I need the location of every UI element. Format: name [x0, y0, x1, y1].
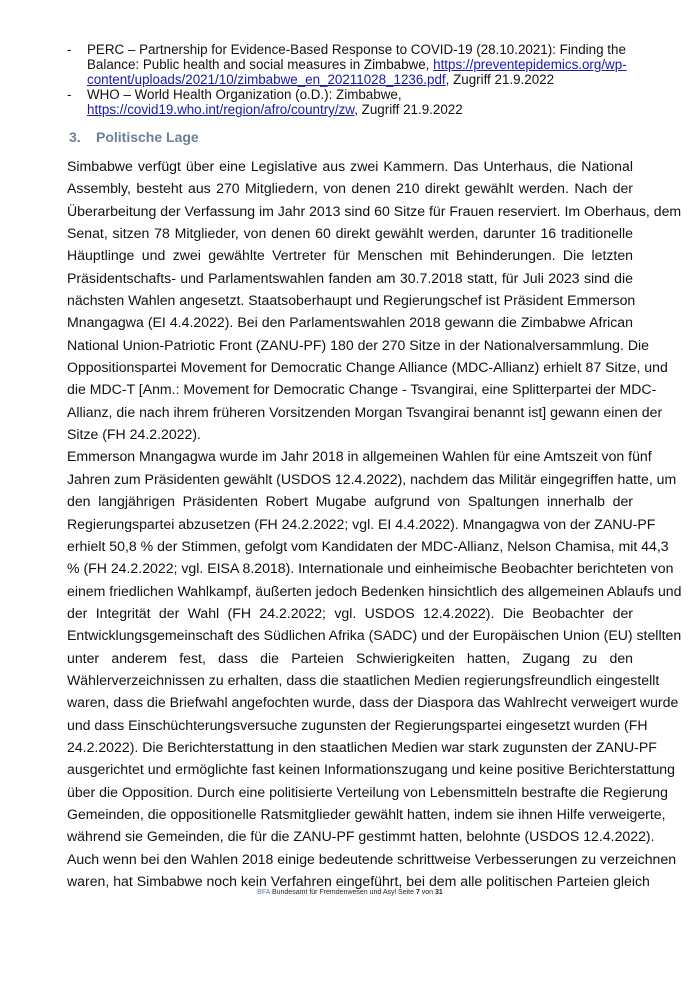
- section-heading: [69, 129, 199, 145]
- text-line: während sie Gemeinden, die für die ZANU-PF gestimmt hatten, belohnte (USDOS 12.4.2022).: [67, 828, 655, 845]
- text-line: der Integrität der Wahl (FH 24.2.2022; vgl. USDOS 12.4.2022). Die Beobachter der: [67, 604, 633, 621]
- paragraph: [67, 445, 682, 892]
- reference-link[interactable]: https://covid19.who.int/region/afro/country/zw: [87, 102, 355, 117]
- text-line: Wählerverzeichnissen zu erhalten, dass die staatlichen Medien regierungsfreundlich eingestellt: [67, 671, 660, 688]
- text-line: Sitze (FH 24.2.2022).: [67, 426, 201, 443]
- text-line: 24.2.2022). Die Berichterstattung in den staatlichen Medien war stark zugunsten der ZANU-PF: [67, 738, 657, 755]
- text-line: Jahren zum Präsidenten gewählt (USDOS 12.4.2022), nachdem das Militär eingegriffen hatte, um: [67, 470, 677, 487]
- text-line: waren, hat Simbabwe noch kein Verfahren eingeführt, bei dem alle politischen Parteien gleich: [67, 873, 650, 889]
- text-line: Emmerson Mnangagwa wurde im Jahr 2018 in allgemeinen Wahlen für eine Amtszeit von fünf: [67, 448, 652, 465]
- text-line: Allianz, die nach ihrem früheren Vorsitzenden Morgan Tsvangirai benannt ist] gewann einen der: [67, 403, 663, 420]
- text-line: einem friedlichen Wahlkampf, äußerten jedoch Bedenken hinsichtlich des allgemeinen Ablaufs und: [67, 582, 682, 599]
- reference-list: [67, 42, 637, 117]
- reference-access-date: , Zugriff 21.9.2022: [354, 102, 463, 117]
- text-line: Senat, sitzen 78 Mitglieder, von denen 60 direkt gewählt werden, darunter 16 traditionelle: [67, 225, 633, 242]
- text-line: ausgerichtet und ermöglichte fast keinen Informationszugang und keine positive Berichterstattung: [67, 761, 675, 778]
- section-number: 3.: [69, 129, 81, 145]
- reference-link[interactable]: https://preventepidemics.org/wp-content/uploads/2021/10/zimbabwe_en_20211028_1236.pdf: [87, 57, 627, 87]
- text-line: Oppositionspartei Movement for Democratic Change Alliance (MDC-Allianz) erhielt 87 Sitze, und: [67, 359, 668, 376]
- body-text: [67, 155, 682, 892]
- reference-text: WHO – World Health Organization (o.D.): Zimbabwe,: [87, 87, 402, 102]
- text-line: Auch wenn bei den Wahlen 2018 einige bedeutende schrittweise Verbesserungen zu verzeichnen: [67, 850, 677, 867]
- text-line: % (FH 24.2.2022; vgl. EISA 8.2018). Internationale und einheimische Beobachter berichteten von: [67, 560, 674, 577]
- text-line: Regierungspartei abzusetzen (FH 24.2.2022; vgl. EI 4.4.2022). Mnangagwa von der ZANU-PF: [67, 515, 656, 532]
- section-title: Politische Lage: [96, 129, 199, 145]
- text-line: Mnangagwa (EI 4.4.2022). Bei den Parlamentswahlen 2018 gewann die Zimbabwe African: [67, 314, 633, 331]
- reference-item: [67, 42, 637, 87]
- text-line: und dass Einschüchterungsversuche zugunsten der Regierungspartei eingesetzt wurden (FH: [67, 716, 648, 733]
- text-line: Gemeinden, die oppositionelle Ratsmitglieder gewählt hatten, indem sie ihnen Hilfe verweigerte,: [67, 805, 666, 822]
- reference-text: PERC – Partnership for Evidence-Based Response to COVID-19 (28.10.2021): Finding the Balance: Public health and social measures in Zimbabwe,: [87, 42, 626, 72]
- text-line: Entwicklungsgemeinschaft des Südlichen Afrika (SADC) und der Europäischen Union (EU) stellten: [67, 627, 682, 644]
- text-line: unter anderem fest, dass die Parteien Schwierigkeiten hatten, Zugang zu den: [67, 649, 633, 666]
- text-line: Simbabwe verfügt über eine Legislative aus zwei Kammern. Das Unterhaus, die National: [67, 158, 633, 174]
- reference-access-date: , Zugriff 21.9.2022: [445, 72, 555, 87]
- text-line: über die Opposition. Durch eine politisierte Verteilung von Lebensmitteln bestrafte die Regierung: [67, 783, 668, 800]
- text-line: nächsten Wahlen angesetzt. Staatsoberhaupt und Regierungschef ist Präsident Emmerson: [67, 292, 636, 309]
- text-line: erhielt 50,8 % der Stimmen, gefolgt vom Kandidaten der MDC-Allianz, Nelson Chamisa, mit 44,3: [67, 537, 669, 554]
- text-line: Häuptlinge und zwei gewählte Vertreter für Menschen mit Behinderungen. Die letzten: [67, 247, 633, 264]
- text-line: den langjährigen Präsidenten Robert Mugabe aufgrund von Spaltungen innerhalb der: [67, 493, 633, 510]
- text-line: National Union-Patriotic Front (ZANU-PF) 180 der 270 Sitze in der Nationalversammlung. Die: [67, 336, 649, 353]
- page-footer: [0, 889, 700, 896]
- text-line: Präsidentschafts- und Parlamentswahlen fanden am 30.7.2018 statt, für Juli 2023 sind die: [67, 269, 633, 286]
- footer-text: Bundesamt für Fremdenwesen und Asyl Seite: [270, 889, 416, 896]
- footer-page-total: 31: [435, 889, 443, 896]
- bullet-dash: -: [67, 42, 72, 57]
- footer-brand: BFA: [257, 889, 271, 896]
- paragraph: [67, 155, 682, 445]
- footer-of: von: [419, 889, 436, 896]
- bullet-dash: -: [67, 87, 72, 102]
- text-line: die MDC-T [Anm.: Movement for Democratic Change - Tsvangirai, eine Splitterpartei der MDC-: [67, 381, 657, 398]
- text-line: Überarbeitung der Verfassung im Jahr 2013 sind 60 Sitze für Frauen reserviert. Im Oberhaus, dem: [67, 202, 682, 219]
- text-line: Assembly, besteht aus 270 Mitgliedern, von denen 210 direkt gewählt werden. Nach der: [67, 180, 633, 197]
- reference-item: [67, 87, 637, 117]
- text-line: waren, dass die Briefwahl angefochten wurde, dass der Diaspora das Wahlrecht verweigert wurde: [67, 694, 679, 711]
- footer-page-number: 7: [415, 889, 420, 896]
